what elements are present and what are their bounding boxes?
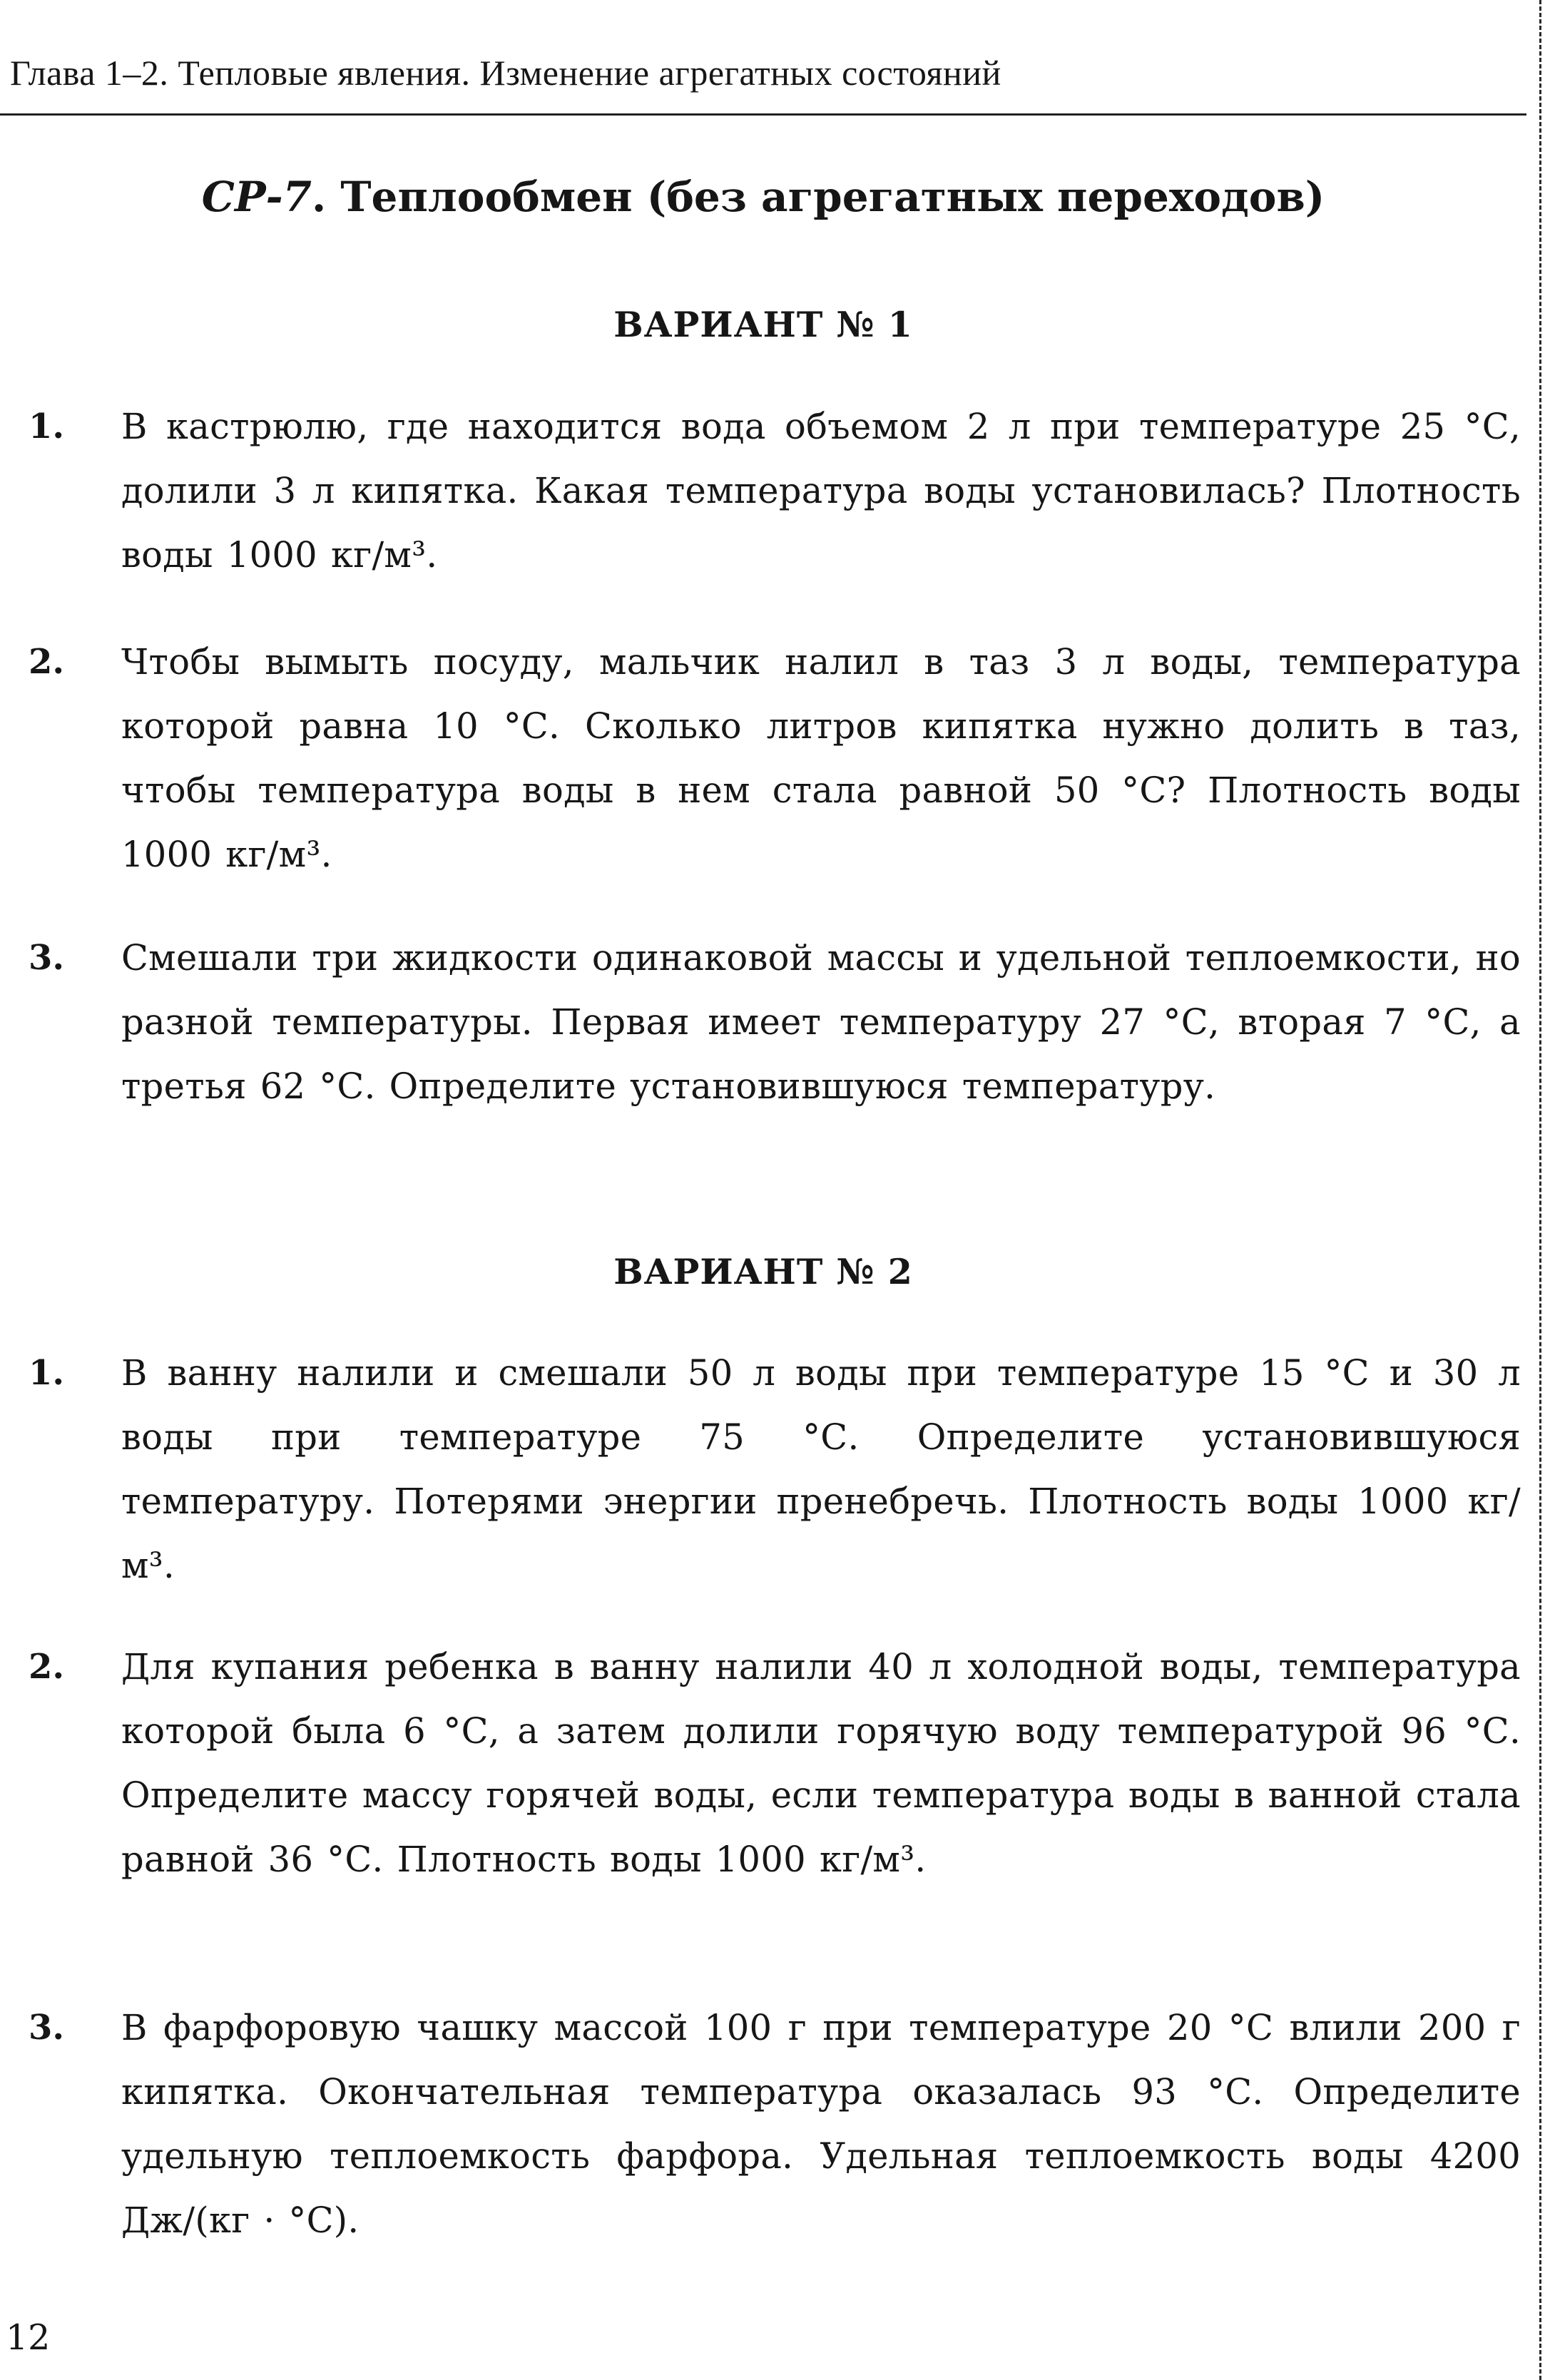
problem-number: 3. [29, 938, 65, 978]
problem-text: В фарфоровую чашку массой 100 г при температуре 20 °С влили 200 г кипятка. Окончательная температура оказалась 93 °С. Определите удельную теплоемкость фарфора. Удельная теплоемкость воды 4200 Дж/(кг · °С). [121, 2007, 1521, 2241]
page-number: 12 [6, 2317, 51, 2358]
worksheet-code: СР-7 [201, 173, 312, 221]
problem-text: В кастрюлю, где находится вода объемом 2 л при температуре 25 °С, долили 3 л кипятка. Какая температура воды установилась? Плотность воды 1000 кг/м³. [121, 406, 1521, 576]
problem-number: 1. [29, 407, 65, 446]
problem-number: 3. [29, 2008, 65, 2048]
worksheet-title [0, 168, 1526, 225]
problem-number: 2. [29, 642, 65, 682]
running-header: Глава 1–2. Тепловые явления. Изменение агрегатных состояний [10, 53, 1001, 93]
problem-text: Чтобы вымыть посуду, мальчик налил в таз 3 л воды, температура которой равна 10 °С. Сколько литров кипятка нужно долить в таз, чтобы температура воды в нем стала равной 50 °С? Плотность воды 1000 кг/м³. [121, 641, 1521, 875]
problem-text: В ванну налили и смешали 50 л воды при температуре 15 °С и 30 л воды при температуре 75 °С. Определите установившуюся температуру. Потерями энергии пренебречь. Плотность воды 1000 кг/м³. [121, 1352, 1521, 1586]
variant-2-heading: ВАРИАНТ № 2 [613, 1251, 913, 1292]
problem-number: 1. [29, 1353, 65, 1393]
worksheet-title-text: . Теплообмен (без агрегатных переходов) [312, 173, 1325, 221]
problem-text: Смешали три жидкости одинаковой массы и удельной теплоемкости, но разной температуры. Первая имеет температуру 27 °С, вторая 7 °С, а третья 62 °С. Определите установившуюся температуру. [121, 937, 1521, 1107]
header-divider [0, 113, 1526, 116]
variant-1-heading: ВАРИАНТ № 1 [613, 304, 913, 345]
problem-number: 2. [29, 1647, 65, 1687]
page-edge-perforation [1539, 0, 1541, 2380]
problem-text: Для купания ребенка в ванну налили 40 л холодной воды, температура которой была 6 °С, а затем долили горячую воду температурой 96 °С. Определите массу горячей воды, если температура воды в ванной стала равной 36 °С. Плотность воды 1000 кг/м³. [121, 1646, 1521, 1880]
